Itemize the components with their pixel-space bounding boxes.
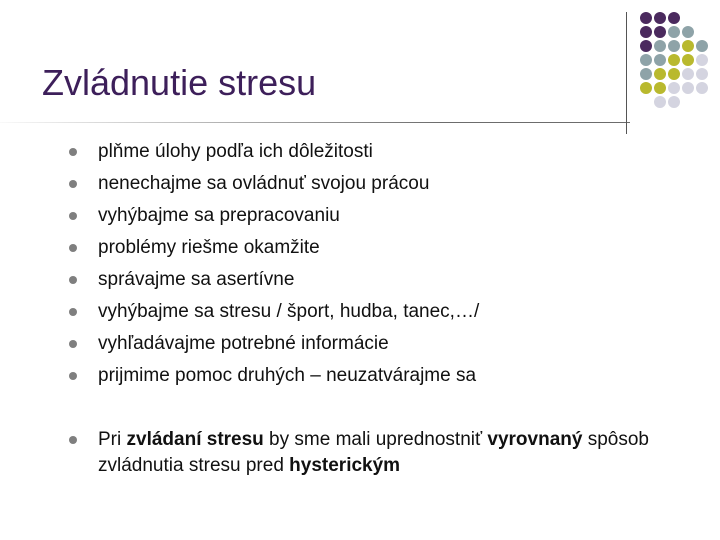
- bullet-icon: [69, 276, 77, 284]
- bullet-icon: [69, 244, 77, 252]
- emphasis-text: vyrovnaný: [487, 429, 583, 450]
- bullet-text: vyhýbajme sa prepracovaniu: [98, 205, 340, 226]
- decorative-dot: [640, 68, 652, 80]
- decorative-dot: [640, 54, 652, 66]
- summary-bullet-text: [98, 427, 688, 479]
- decorative-dot: [682, 68, 694, 80]
- decorative-dot: [654, 12, 666, 24]
- bullet-icon: [69, 212, 77, 220]
- bullet-icon: [69, 436, 77, 444]
- decorative-dot: [640, 26, 652, 38]
- decorative-dot: [654, 68, 666, 80]
- title-divider: [0, 122, 630, 123]
- decorative-dot: [682, 82, 694, 94]
- bullet-text: vyhýbajme sa stresu / šport, hudba, tanec,…/: [98, 301, 480, 322]
- decorative-dot: [668, 54, 680, 66]
- decorative-dot-grid: [640, 12, 720, 108]
- decorative-dot: [668, 82, 680, 94]
- bullet-text: správajme sa asertívne: [98, 269, 295, 290]
- decorative-dot: [696, 82, 708, 94]
- summary-text-part: spôsob zvládnutia stresu pred: [98, 429, 649, 476]
- decorative-dot: [640, 12, 652, 24]
- decorative-dot: [654, 26, 666, 38]
- decorative-dot: [696, 68, 708, 80]
- bullet-text: nenechajme sa ovládnuť svojou prácou: [98, 173, 430, 194]
- bullet-icon: [69, 180, 77, 188]
- emphasis-text: hysterickým: [289, 455, 401, 476]
- decorative-dot: [640, 40, 652, 52]
- bullet-text: prijmime pomoc druhých – neuzatvárajme sa: [98, 365, 477, 386]
- summary-text-part: by sme mali uprednostniť: [263, 429, 488, 450]
- decorative-dot: [654, 82, 666, 94]
- decorative-dot: [668, 12, 680, 24]
- decorative-dot: [668, 68, 680, 80]
- decorative-dot: [668, 96, 680, 108]
- decorative-dot: [654, 54, 666, 66]
- decorative-dot: [668, 40, 680, 52]
- bullet-icon: [69, 372, 77, 380]
- bullet-icon: [69, 148, 77, 156]
- bullet-text: plňme úlohy podľa ich dôležitosti: [98, 141, 373, 162]
- decorative-dot: [668, 26, 680, 38]
- decorative-dot: [654, 96, 666, 108]
- bullet-text: problémy riešme okamžite: [98, 237, 320, 258]
- bullet-icon: [69, 340, 77, 348]
- decorative-dot: [640, 82, 652, 94]
- decorative-dot: [696, 40, 708, 52]
- decorative-dot: [654, 40, 666, 52]
- decorative-dot: [682, 26, 694, 38]
- emphasis-text: zvládaní stresu: [126, 429, 264, 450]
- decorative-dot: [696, 54, 708, 66]
- vertical-divider: [626, 12, 627, 134]
- bullet-text: vyhľadávajme potrebné informácie: [98, 333, 389, 354]
- decorative-dot: [682, 40, 694, 52]
- slide-title: Zvládnutie stresu: [42, 62, 317, 103]
- decorative-dot: [682, 54, 694, 66]
- summary-text-part: Pri: [98, 429, 127, 450]
- bullet-icon: [69, 308, 77, 316]
